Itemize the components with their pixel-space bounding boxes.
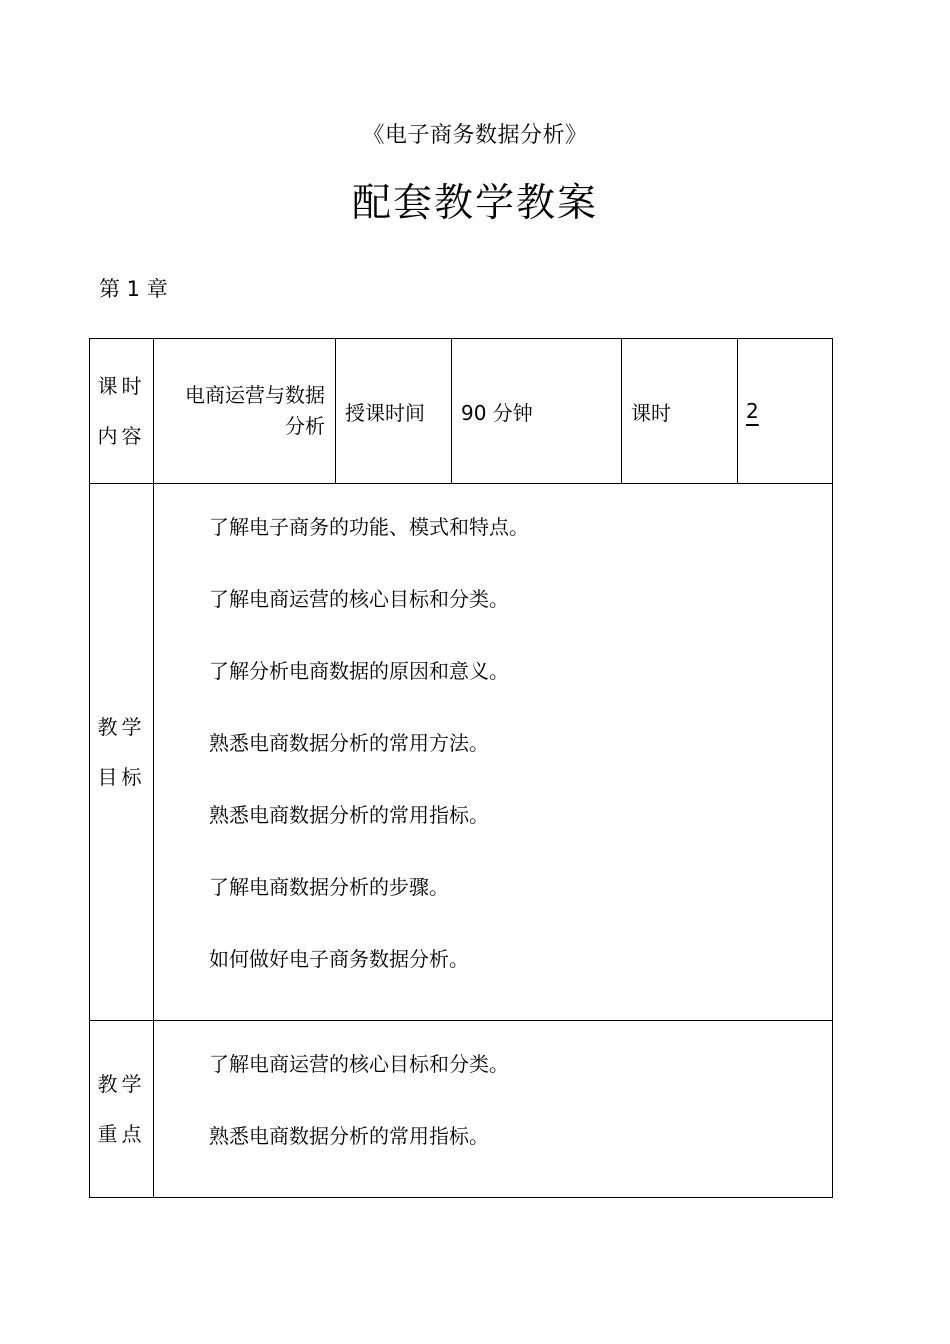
list-item: 了解电商运营的核心目标和分类。: [209, 1052, 509, 1076]
topic-line-2: 分析: [285, 414, 325, 438]
document-title: 配套教学教案: [351, 181, 598, 226]
topic-cell: [154, 339, 336, 484]
objectives-label-line-1: 教学: [97, 715, 146, 739]
content-label-cell: [90, 339, 154, 484]
key-points-label-cell: [90, 1021, 154, 1198]
teach-time-label: 授课时间: [336, 339, 452, 484]
table-row: [90, 1021, 833, 1198]
table-row: [90, 484, 833, 1021]
teach-time-value: 90 分钟: [452, 339, 622, 484]
hours-label: 课时: [622, 339, 738, 484]
list-item: 熟悉电商数据分析的常用方法。: [209, 731, 489, 755]
list-item: 了解电子商务的功能、模式和特点。: [209, 515, 529, 539]
key-points-label-line-1: 教学: [97, 1072, 146, 1096]
lesson-plan-table: [89, 338, 833, 1198]
hours-value: 2: [746, 399, 759, 423]
list-item: 了解电商运营的核心目标和分类。: [209, 587, 509, 611]
topic-line-1: 电商运营与数据: [185, 383, 325, 407]
document-subtitle: 《电子商务数据分析》: [362, 123, 588, 148]
content-label-line-1: 课时: [97, 374, 146, 398]
hours-value-cell: [738, 339, 833, 484]
content-label-line-2: 内容: [97, 424, 146, 448]
objectives-label-line-2: 目标: [97, 765, 146, 789]
key-points-label-line-2: 重点: [97, 1122, 146, 1146]
table-row: [90, 339, 833, 484]
list-item: 熟悉电商数据分析的常用指标。: [209, 803, 489, 827]
list-item: 熟悉电商数据分析的常用指标。: [209, 1124, 489, 1148]
chapter-label: 第 1 章: [99, 277, 168, 301]
list-item: 了解电商数据分析的步骤。: [209, 875, 449, 899]
objectives-label-cell: [90, 484, 154, 1021]
list-item: 如何做好电子商务数据分析。: [209, 947, 469, 971]
key-points-list: [154, 1021, 833, 1198]
list-item: 了解分析电商数据的原因和意义。: [209, 659, 509, 683]
objectives-list: [154, 484, 833, 1021]
